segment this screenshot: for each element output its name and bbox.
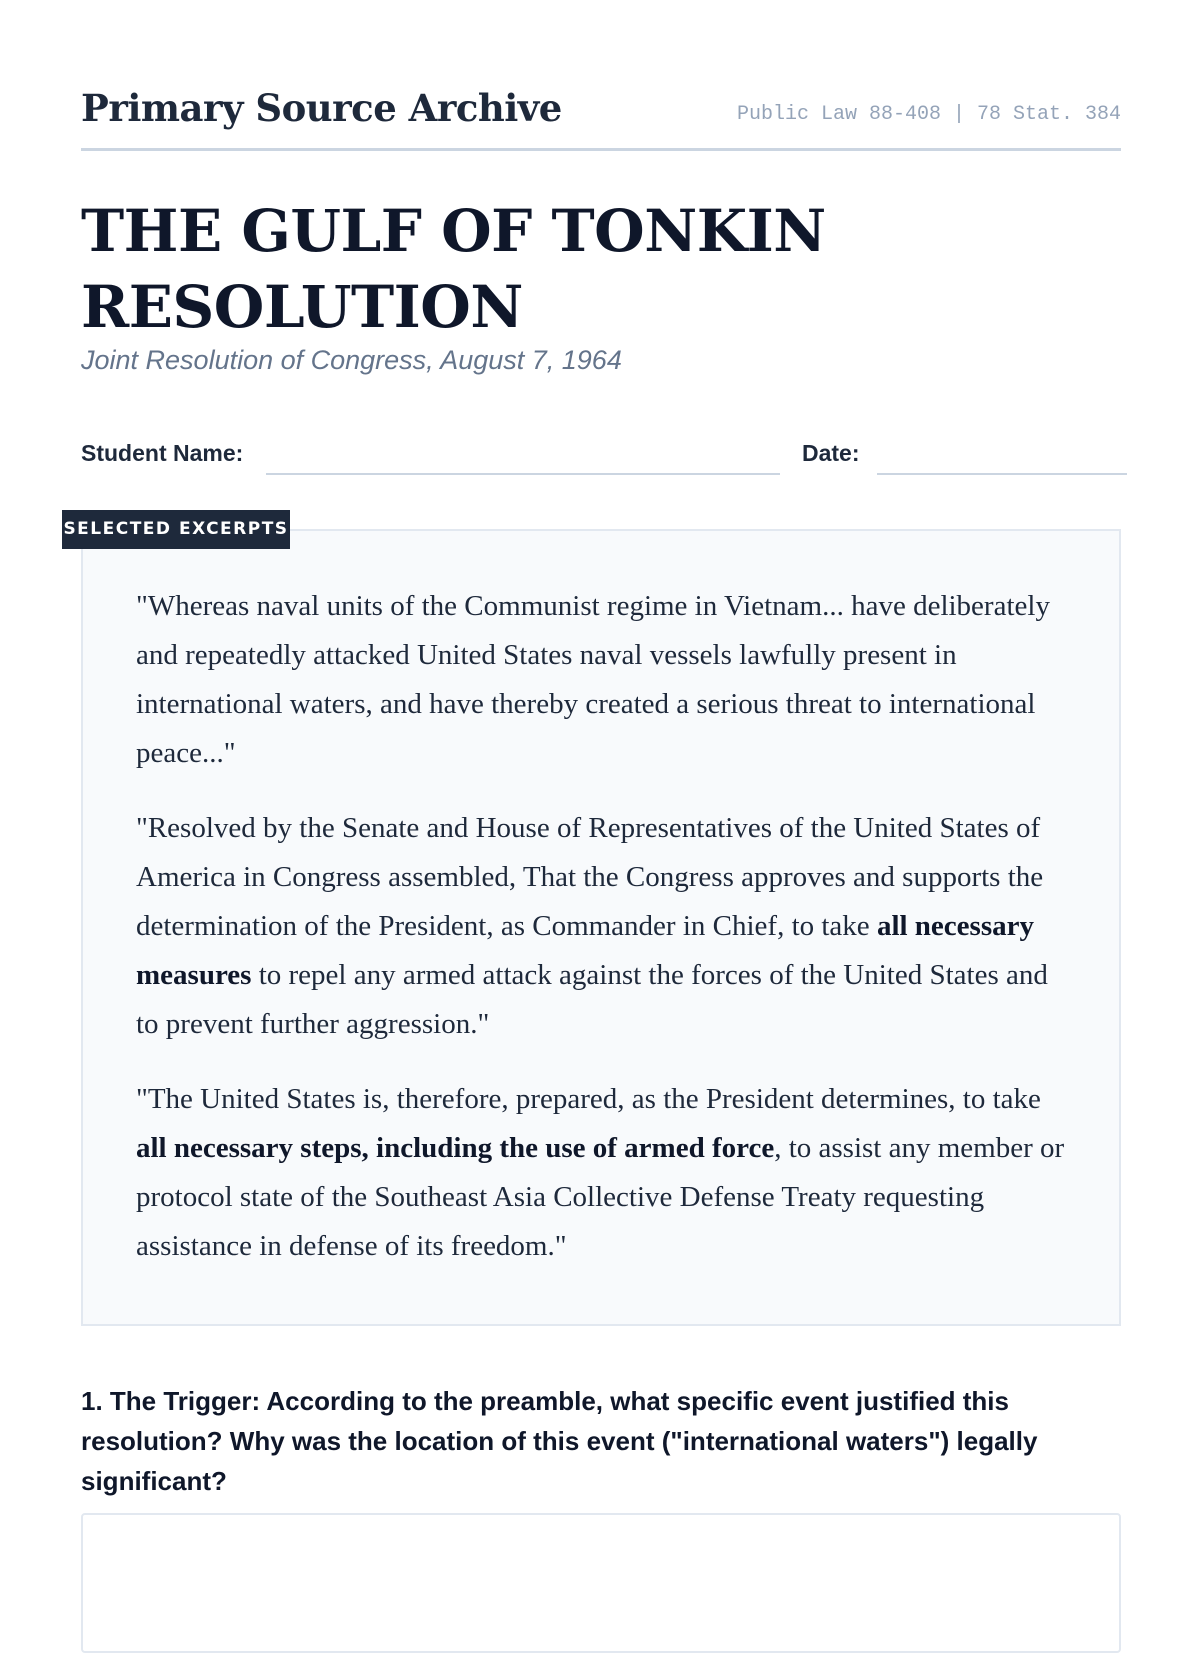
excerpt-text: "Resolved by the Senate and House of Representatives of the United States of America in Congress assembled, That the Congress approves and supports the determination of the President, as Commander in Chief, to take (136, 812, 1044, 942)
excerpt-emphasis: all necessary measures (136, 910, 1034, 991)
excerpt-emphasis: all necessary steps, including the use of armed force (136, 1132, 775, 1164)
excerpt-text: to repel any armed attack against the forces of the United States and to prevent further aggression." (136, 959, 1048, 1040)
question-1: 1. The Trigger: According to the preamble, what specific event justified this resolution? Why was the location of this event ("international waters") legally significant? (81, 1386, 1038, 1496)
excerpt-resolved (136, 804, 1071, 1049)
student-name-input[interactable] (266, 471, 780, 475)
answer-box-1[interactable] (81, 1513, 1121, 1653)
document-title: THE GULF OF TONKIN RESOLUTION (81, 197, 826, 341)
date-label: Date: (802, 440, 860, 466)
excerpt-preamble (136, 582, 1071, 778)
document-subtitle: Joint Resolution of Congress, August 7, 1964 (81, 345, 622, 375)
excerpt-text: , to assist any member or protocol state of the Southeast Asia Collective Defense Treaty requesting assistance in defense of its freedom." (136, 1132, 1065, 1262)
excerpt-text: "Whereas naval units of the Communist regime in Vietnam... have deliberately and repeatedly attacked United States naval vessels lawfully present in international waters, and have thereby created a serious threat to international peace..." (136, 590, 1050, 769)
site-title: Primary Source Archive (81, 86, 562, 130)
student-name-label: Student Name: (81, 440, 244, 466)
document-reference: Public Law 88-408 | 78 Stat. 384 (736, 103, 1121, 126)
excerpt-tag: SELECTED EXCERPTS (62, 510, 290, 549)
excerpt-armed-force (136, 1075, 1071, 1271)
site-header (81, 78, 1121, 151)
excerpt-text: "The United States is, therefore, prepared, as the President determines, to take (136, 1083, 1041, 1115)
date-input[interactable] (877, 471, 1127, 475)
